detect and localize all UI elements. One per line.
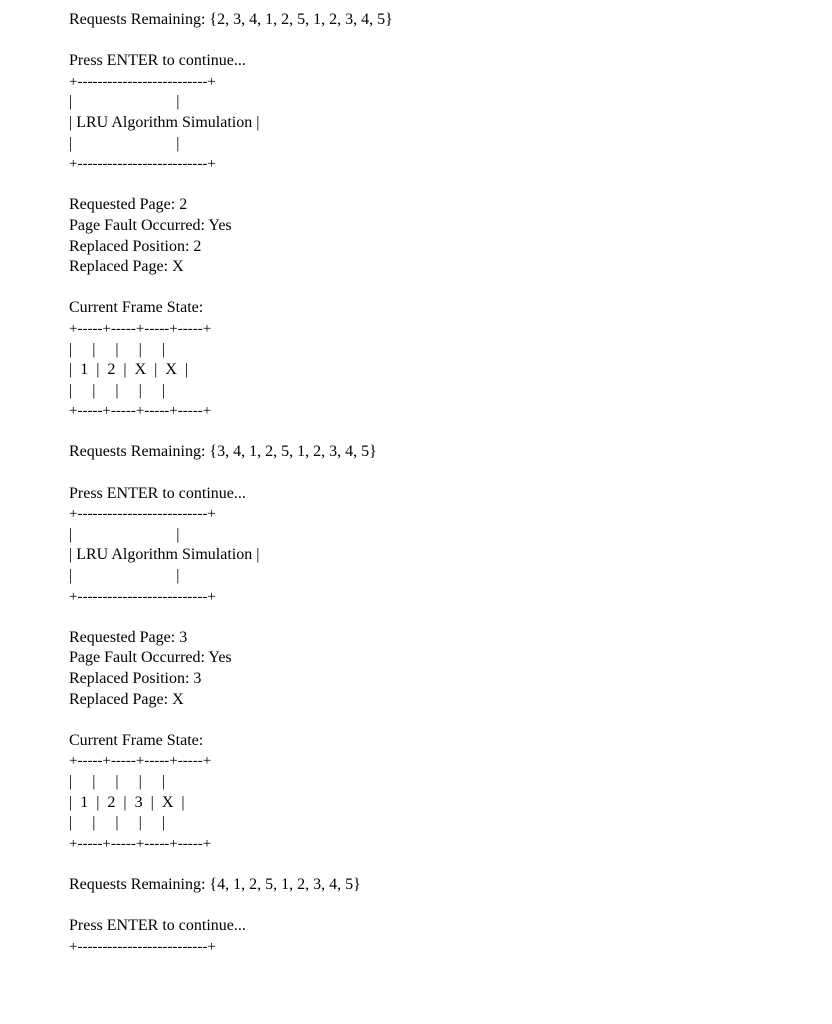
banner-spacer: | | xyxy=(69,567,180,585)
replaced-position-line: Replaced Position: 3 xyxy=(69,670,202,687)
requests-remaining-line: Requests Remaining: {4, 1, 2, 5, 1, 2, 3, 4, 5} xyxy=(69,875,361,893)
frame-border-top: +-----+-----+-----+-----+ xyxy=(69,753,212,770)
replaced-position-line: Replaced Position: 2 xyxy=(69,237,202,255)
frame-state-heading: Current Frame State: xyxy=(69,731,204,749)
page-fault-line: Page Fault Occurred: Yes xyxy=(69,216,232,234)
blank-line xyxy=(69,607,809,628)
banner-title: | LRU Algorithm Simulation | xyxy=(69,113,260,131)
press-enter-prompt: Press ENTER to continue... xyxy=(69,52,246,70)
frame-spacer: | | | | | xyxy=(69,381,166,399)
press-enter-prompt: Press ENTER to continue... xyxy=(69,484,246,502)
blank-line xyxy=(69,31,809,52)
blank-line xyxy=(69,422,809,443)
banner-border-bottom: +--------------------------+ xyxy=(69,588,216,605)
blank-line xyxy=(69,175,809,196)
frame-spacer: | | | | | xyxy=(69,340,166,358)
banner-border-top: +--------------------------+ xyxy=(69,506,216,523)
replaced-page-line: Replaced Page: X xyxy=(69,258,184,276)
press-enter-prompt: Press ENTER to continue... xyxy=(69,917,246,935)
banner-border-bottom: +--------------------------+ xyxy=(69,156,216,173)
blank-line xyxy=(69,896,809,917)
requested-page-line: Requested Page: 3 xyxy=(69,628,188,646)
frame-spacer: | | | | | xyxy=(69,814,166,832)
requests-remaining-line: Requests Remaining: {2, 3, 4, 1, 2, 5, 1, 2, 3, 4, 5} xyxy=(69,11,393,28)
banner-spacer: | | xyxy=(69,134,180,152)
banner-border-top: +--------------------------+ xyxy=(69,938,216,955)
frame-values-row: | 1 | 2 | 3 | X | xyxy=(69,793,185,811)
replaced-page-line: Replaced Page: X xyxy=(69,690,184,708)
banner-title: | LRU Algorithm Simulation | xyxy=(69,546,260,564)
document-page xyxy=(69,10,809,957)
blank-line xyxy=(69,463,809,484)
banner-spacer: | | xyxy=(69,525,180,543)
blank-line xyxy=(69,710,809,731)
page-fault-line: Page Fault Occurred: Yes xyxy=(69,649,232,667)
frame-border-top: +-----+-----+-----+-----+ xyxy=(69,320,212,337)
banner-spacer: | | xyxy=(69,93,180,111)
requested-page-line: Requested Page: 2 xyxy=(69,196,188,214)
frame-state-heading: Current Frame State: xyxy=(69,299,204,317)
blank-line xyxy=(69,854,809,875)
frame-border-bottom: +-----+-----+-----+-----+ xyxy=(69,835,212,852)
banner-border-top: +--------------------------+ xyxy=(69,73,216,90)
blank-line xyxy=(69,278,809,299)
requests-remaining-line: Requests Remaining: {3, 4, 1, 2, 5, 1, 2, 3, 4, 5} xyxy=(69,443,377,461)
frame-values-row: | 1 | 2 | X | X | xyxy=(69,361,189,379)
frame-border-bottom: +-----+-----+-----+-----+ xyxy=(69,403,212,420)
frame-spacer: | | | | | xyxy=(69,772,166,790)
